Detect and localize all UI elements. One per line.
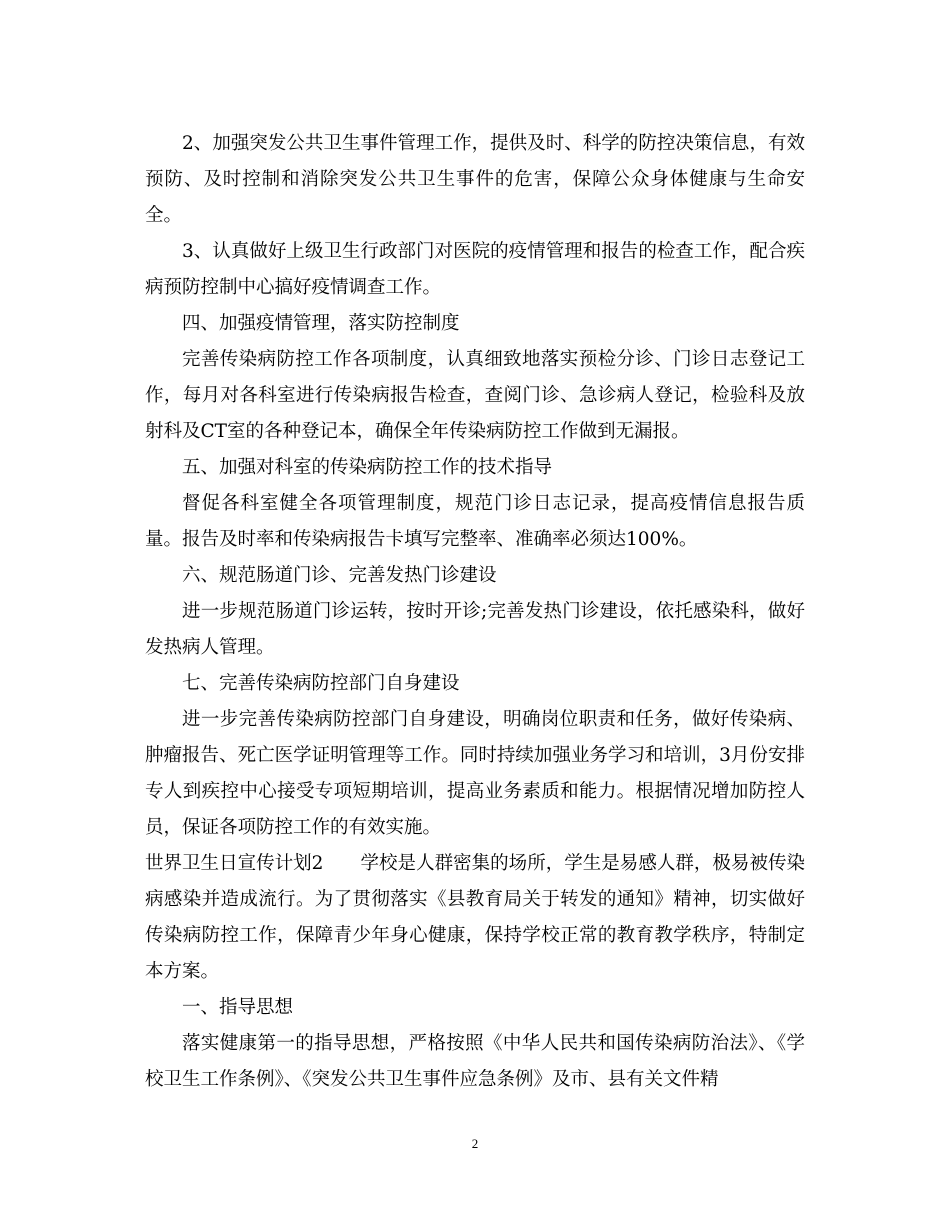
paragraph-department-building: 进一步完善传染病防控部门自身建设，明确岗位职责和任务，做好传染病、肿瘤报告、死亡医学证明管理等工作。同时持续加强业务学习和培训，3月份安排专人到疾控中心接受专项短期培训，提高业务素质和能力。根据情况增加防控人员，保证各项防控工作的有效实施。	[145, 709, 805, 838]
paragraph-plan-2-intro: 世界卫生日宣传计划2 学校是人群密集的场所，学生是易感人群，极易被传染病感染并造成流行。为了贯彻落实《县教育局关于转发的通知》精神，切实做好传染病防控工作，保障青少年身心健康，保持学校正常的教育教学秩序，特制定本方案。	[145, 853, 805, 982]
paragraph-item-2-strengthen-emergency: 2、加强突发公共卫生事件管理工作，提供及时、科学的防控决策信息，有效预防、及时控制和消除突发公共卫生事件的危害，保障公众身体健康与生命安全。	[145, 133, 805, 226]
section-heading-guiding-ideology: 一、指导思想	[182, 997, 294, 1018]
paragraph-epidemic-system: 完善传染病防控工作各项制度，认真细致地落实预检分诊、门诊日志登记工作，每月对各科室进行传染病报告检查，查阅门诊、急诊病人登记，检验科及放射科及CT室的各种登记本，确保全年传染病防控工作做到无漏报。	[145, 349, 805, 442]
paragraph-item-3-inspection: 3、认真做好上级卫生行政部门对医院的疫情管理和报告的检查工作，配合疾病预防控制中心搞好疫情调查工作。	[145, 241, 805, 298]
section-heading-5: 五、加强对科室的传染病防控工作的技术指导	[182, 457, 553, 478]
paragraph-technical-guidance: 督促各科室健全各项管理制度，规范门诊日志记录，提高疫情信息报告质量。报告及时率和传染病报告卡填写完整率、准确率必须达100%。	[145, 493, 805, 550]
paragraph-fever-clinic: 进一步规范肠道门诊运转，按时开诊;完善发热门诊建设，依托感染科，做好发热病人管理。	[145, 601, 805, 658]
section-heading-4: 四、加强疫情管理，落实防控制度	[182, 313, 460, 334]
page-number: 2	[471, 1136, 479, 1151]
document-body	[145, 126, 805, 1098]
paragraph-guiding-ideology: 落实健康第一的指导思想，严格按照《中华人民共和国传染病防治法》、《学校卫生工作条例》、《突发公共卫生事件应急条例》及市、县有关文件精	[145, 1033, 805, 1090]
section-heading-7: 七、完善传染病防控部门自身建设	[182, 673, 460, 694]
section-heading-6: 六、规范肠道门诊、完善发热门诊建设	[182, 565, 497, 586]
